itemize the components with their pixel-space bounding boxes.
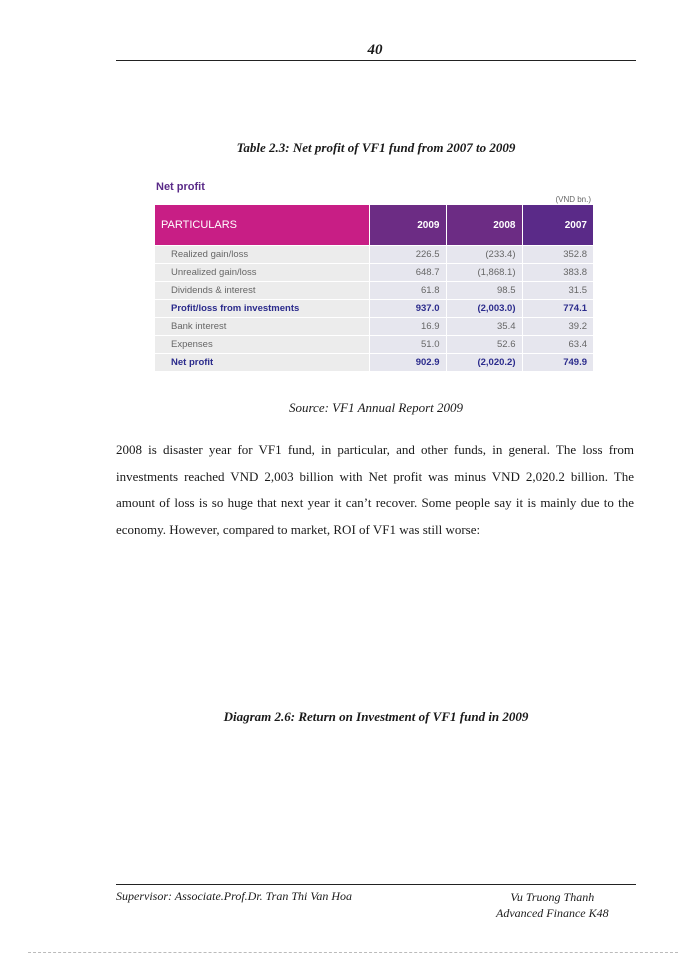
table-row (155, 282, 593, 300)
value-2008: (233.4) (446, 246, 522, 264)
row-label: Bank interest (155, 318, 369, 336)
column-header-2007: 2007 (522, 205, 593, 246)
row-label: Profit/loss from investments (155, 300, 369, 318)
table-row-total (155, 354, 593, 372)
column-header-2009: 2009 (369, 205, 446, 246)
header-rule (116, 60, 636, 61)
figure-title: Net profit (156, 181, 205, 193)
value-2009: 16.9 (369, 318, 446, 336)
net-profit-table (155, 205, 593, 371)
value-2008: (2,020.2) (446, 354, 522, 372)
diagram-caption: Diagram 2.6: Return on Investment of VF1 fund in 2009 (223, 709, 529, 724)
table-source: Source: VF1 Annual Report 2009 (288, 400, 464, 415)
row-label: Net profit (155, 354, 369, 372)
value-2009: 226.5 (369, 246, 446, 264)
value-2009: 61.8 (369, 282, 446, 300)
column-header-2008: 2008 (446, 205, 522, 246)
table-row (155, 246, 593, 264)
value-2007: 749.9 (522, 354, 593, 372)
footer-rule (116, 884, 636, 885)
body-paragraph: 2008 is disaster year for VF1 fund, in particular, and other funds, in general. The loss from investments reached VND 2,003 billion with Net profit was minus VND 2,020.2 billion. The amount of loss is so huge that next year it can’t recover. Some people say it is mainly due to the economy. However, compared to market, ROI of VF1 was still worse: (116, 442, 634, 537)
value-2008: 98.5 (446, 282, 522, 300)
net-profit-figure (155, 178, 593, 374)
value-2007: 39.2 (522, 318, 593, 336)
row-label: Unrealized gain/loss (155, 264, 369, 282)
value-2007: 63.4 (522, 336, 593, 354)
page-bottom-divider (28, 952, 678, 953)
table-row (155, 318, 593, 336)
footer-author-class: Advanced Finance K48 (496, 906, 609, 920)
page-number: 40 (367, 42, 383, 58)
table-row-subtotal (155, 300, 593, 318)
value-2008: 52.6 (446, 336, 522, 354)
row-label: Realized gain/loss (155, 246, 369, 264)
value-2009: 648.7 (369, 264, 446, 282)
value-2009: 902.9 (369, 354, 446, 372)
value-2009: 51.0 (369, 336, 446, 354)
value-2007: 383.8 (522, 264, 593, 282)
value-2007: 352.8 (522, 246, 593, 264)
footer-author (496, 889, 609, 921)
table-row (155, 336, 593, 354)
value-2007: 774.1 (522, 300, 593, 318)
figure-unit: (VND bn.) (555, 195, 591, 204)
row-label: Expenses (155, 336, 369, 354)
table-header-row (155, 205, 593, 246)
value-2008: (1,868.1) (446, 264, 522, 282)
footer-author-name: Vu Truong Thanh (510, 890, 595, 904)
value-2008: 35.4 (446, 318, 522, 336)
value-2008: (2,003.0) (446, 300, 522, 318)
value-2009: 937.0 (369, 300, 446, 318)
table-row (155, 264, 593, 282)
row-label: Dividends & interest (155, 282, 369, 300)
value-2007: 31.5 (522, 282, 593, 300)
table-caption: Table 2.3: Net profit of VF1 fund from 2007 to 2009 (236, 140, 516, 155)
column-header-particulars: PARTICULARS (155, 205, 369, 246)
footer-supervisor: Supervisor: Associate.Prof.Dr. Tran Thi Van Hoa (116, 889, 353, 903)
